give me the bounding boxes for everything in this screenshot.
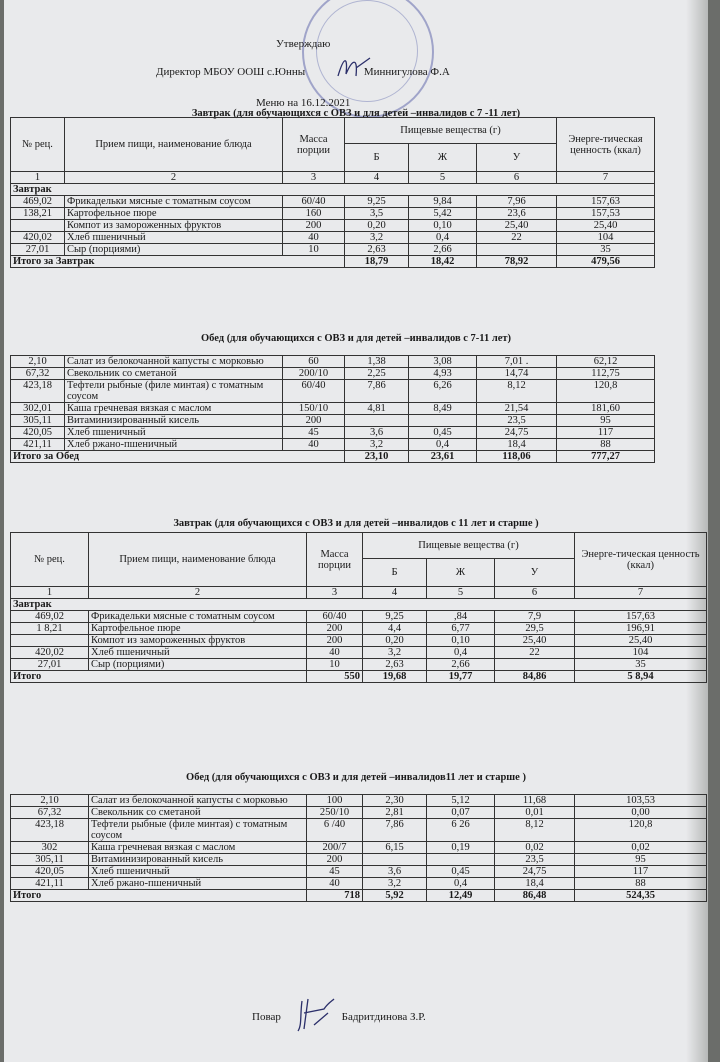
carbs (477, 244, 557, 256)
table-row (11, 208, 655, 220)
portion-mass: 40 (283, 439, 345, 451)
carbs: 7,96 (477, 196, 557, 208)
carbs: 14,74 (477, 368, 557, 380)
portion-mass: 60 (283, 356, 345, 368)
carbs: 21,54 (477, 403, 557, 415)
table-row (11, 854, 707, 866)
dish-name: Хлеб пшеничный (65, 232, 283, 244)
recipe-number: 421,11 (11, 878, 89, 890)
table-row (11, 415, 655, 427)
recipe-number (11, 220, 65, 232)
table-row (11, 659, 707, 671)
col-nutrients: Пищевые вещества (г) (345, 118, 557, 144)
fat: 0,19 (427, 842, 495, 854)
col-energy: Энерге-тическая ценность (ккал) (557, 118, 655, 172)
table-row (11, 368, 655, 380)
section-row (11, 599, 707, 611)
table-row (11, 380, 655, 403)
director-title: Директор МБОУ ООШ с.Юнны (156, 66, 306, 78)
column-index: 1 (11, 587, 89, 599)
cook-signature (294, 995, 338, 1035)
table-breakfast-7-11 (10, 117, 655, 268)
column-index: 6 (495, 587, 575, 599)
portion-mass: 200 (307, 854, 363, 866)
recipe-number: 2,10 (11, 356, 65, 368)
dish-name: Хлеб пшеничный (65, 427, 283, 439)
recipe-number: 469,02 (11, 196, 65, 208)
protein: 0,20 (363, 635, 427, 647)
portion-mass: 45 (283, 427, 345, 439)
table-row (11, 647, 707, 659)
total-carbs: 86,48 (495, 890, 575, 902)
carbs: 29,5 (495, 623, 575, 635)
energy: 62,12 (557, 356, 655, 368)
protein: 2,63 (363, 659, 427, 671)
protein: 3,2 (345, 232, 409, 244)
recipe-number: 423,18 (11, 380, 65, 403)
dish-name: Фрикадельки мясные с томатным соусом (89, 611, 307, 623)
total-energy: 777,27 (557, 451, 655, 463)
portion-mass: 250/10 (307, 807, 363, 819)
fat: 0,4 (409, 232, 477, 244)
dish-name: Компот из замороженных фруктов (65, 220, 283, 232)
carbs: 18,4 (477, 439, 557, 451)
protein: 2,25 (345, 368, 409, 380)
total-row (11, 890, 707, 902)
recipe-number: 305,11 (11, 415, 65, 427)
total-label: Итого (11, 890, 307, 902)
energy: 0,02 (575, 842, 707, 854)
portion-mass: 200 (307, 635, 363, 647)
column-index-row (11, 587, 707, 599)
header-row (11, 533, 707, 559)
carbs: 23,5 (495, 854, 575, 866)
carbs: 11,68 (495, 795, 575, 807)
fat: 3,08 (409, 356, 477, 368)
dish-name: Хлеб ржано-пшеничный (65, 439, 283, 451)
column-index: 7 (575, 587, 707, 599)
carbs: 0,01 (495, 807, 575, 819)
dish-name: Компот из замороженных фруктов (89, 635, 307, 647)
protein: 3,2 (345, 439, 409, 451)
cook-name: Бадритдинова З.Р. (341, 1011, 426, 1023)
col-carbs: У (477, 144, 557, 172)
energy: 120,8 (557, 380, 655, 403)
recipe-number (11, 635, 89, 647)
portion-mass: 200/7 (307, 842, 363, 854)
fat: 0,4 (427, 878, 495, 890)
total-label: Итого за Обед (11, 451, 345, 463)
protein: 2,63 (345, 244, 409, 256)
recipe-number: 1 8,21 (11, 623, 89, 635)
school-seal-inner (316, 0, 418, 102)
fat: 0,10 (409, 220, 477, 232)
energy: 35 (557, 244, 655, 256)
recipe-number: 420,02 (11, 232, 65, 244)
portion-mass: 10 (307, 659, 363, 671)
protein: 3,5 (345, 208, 409, 220)
portion-mass: 60/40 (283, 380, 345, 403)
portion-mass: 150/10 (283, 403, 345, 415)
table-row (11, 232, 655, 244)
table-row (11, 623, 707, 635)
col-portion-mass: Масса порции (307, 533, 363, 587)
table-row (11, 795, 707, 807)
column-index: 2 (65, 172, 283, 184)
portion-mass: 160 (283, 208, 345, 220)
carbs: 7,01 . (477, 356, 557, 368)
energy: 196,91 (575, 623, 707, 635)
table-row (11, 819, 707, 842)
recipe-number: 420,05 (11, 866, 89, 878)
recipe-number: 302,01 (11, 403, 65, 415)
energy: 88 (575, 878, 707, 890)
portion-mass: 40 (307, 878, 363, 890)
col-dish-name: Прием пищи, наименование блюда (89, 533, 307, 587)
total-energy: 5 8,94 (575, 671, 707, 683)
carbs: 22 (495, 647, 575, 659)
fat: 2,66 (427, 659, 495, 671)
protein (363, 854, 427, 866)
recipe-number: 27,01 (11, 659, 89, 671)
protein: 7,86 (363, 819, 427, 842)
fat: 8,49 (409, 403, 477, 415)
table-row (11, 635, 707, 647)
fat: 2,66 (409, 244, 477, 256)
column-index: 4 (363, 587, 427, 599)
fat (409, 415, 477, 427)
dish-name: Сыр (порциями) (89, 659, 307, 671)
table-row (11, 196, 655, 208)
recipe-number: 302 (11, 842, 89, 854)
dish-name: Салат из белокочанной капусты с морковью (89, 795, 307, 807)
dish-name: Каша гречневая вязкая с маслом (65, 403, 283, 415)
column-index: 3 (307, 587, 363, 599)
col-dish-name: Прием пищи, наименование блюда (65, 118, 283, 172)
recipe-number: 423,18 (11, 819, 89, 842)
recipe-number: 420,02 (11, 647, 89, 659)
dish-name: Тефтели рыбные (филе минтая) с томатным соусом (89, 819, 307, 842)
fat: 6,77 (427, 623, 495, 635)
table4-title: Обед (для обучающихся с ОВЗ и для детей –инвалидов11 лет и старше ) (186, 772, 526, 783)
protein: 3,2 (363, 647, 427, 659)
protein (345, 415, 409, 427)
fat: 0,4 (427, 647, 495, 659)
total-row (11, 671, 707, 683)
total-carbs: 78,92 (477, 256, 557, 268)
carbs: 25,40 (495, 635, 575, 647)
dish-name: Свекольник со сметаной (65, 368, 283, 380)
energy: 95 (557, 415, 655, 427)
fat: 0,10 (427, 635, 495, 647)
portion-mass: 10 (283, 244, 345, 256)
col-protein: Б (345, 144, 409, 172)
total-row (11, 256, 655, 268)
total-label: Итого за Завтрак (11, 256, 345, 268)
dish-name: Витаминизированный кисель (65, 415, 283, 427)
table-lunch-11-plus (10, 794, 707, 902)
portion-mass: 100 (307, 795, 363, 807)
carbs: 23,6 (477, 208, 557, 220)
table-row (11, 611, 707, 623)
col-energy: Энерге-тическая ценность (ккал) (575, 533, 707, 587)
total-fat: 19,77 (427, 671, 495, 683)
table-lunch-7-11 (10, 355, 655, 463)
dish-name: Картофельное пюре (65, 208, 283, 220)
column-index: 7 (557, 172, 655, 184)
dish-name: Свекольник со сметаной (89, 807, 307, 819)
total-protein: 23,10 (345, 451, 409, 463)
table-row (11, 878, 707, 890)
energy: 117 (575, 866, 707, 878)
carbs (495, 659, 575, 671)
recipe-number: 67,32 (11, 807, 89, 819)
total-fat: 23,61 (409, 451, 477, 463)
table-row (11, 866, 707, 878)
table-row (11, 842, 707, 854)
carbs: 8,12 (495, 819, 575, 842)
total-label: Итого (11, 671, 307, 683)
dish-name: Каша гречневая вязкая с маслом (89, 842, 307, 854)
carbs: 23,5 (477, 415, 557, 427)
column-index: 3 (283, 172, 345, 184)
portion-mass: 200 (307, 623, 363, 635)
approve-label: Утверждаю (276, 38, 331, 50)
column-index: 1 (11, 172, 65, 184)
column-index: 2 (89, 587, 307, 599)
protein: 3,2 (363, 878, 427, 890)
recipe-number: 305,11 (11, 854, 89, 866)
total-protein: 18,79 (345, 256, 409, 268)
total-fat: 18,42 (409, 256, 477, 268)
recipe-number: 421,11 (11, 439, 65, 451)
fat: 5,12 (427, 795, 495, 807)
table-breakfast-11-plus (10, 532, 707, 683)
column-index: 5 (409, 172, 477, 184)
energy: 88 (557, 439, 655, 451)
carbs: 25,40 (477, 220, 557, 232)
protein: 2,81 (363, 807, 427, 819)
menu-date: Меню на 16.12.2021 (256, 97, 351, 109)
energy: 117 (557, 427, 655, 439)
fat: ,84 (427, 611, 495, 623)
energy: 157,63 (557, 196, 655, 208)
total-energy: 479,56 (557, 256, 655, 268)
portion-mass: 200 (283, 220, 345, 232)
carbs: 7,9 (495, 611, 575, 623)
energy: 103,53 (575, 795, 707, 807)
total-energy: 524,35 (575, 890, 707, 902)
protein: 3,6 (345, 427, 409, 439)
protein: 2,30 (363, 795, 427, 807)
energy: 181,60 (557, 403, 655, 415)
section-label: Завтрак (11, 599, 707, 611)
protein: 6,15 (363, 842, 427, 854)
fat: 6,26 (409, 380, 477, 403)
fat (427, 854, 495, 866)
col-fat: Ж (427, 559, 495, 587)
column-index: 4 (345, 172, 409, 184)
fat: 4,93 (409, 368, 477, 380)
dish-name: Хлеб ржано-пшеничный (89, 878, 307, 890)
recipe-number: 138,21 (11, 208, 65, 220)
fat: 0,4 (409, 439, 477, 451)
carbs: 24,75 (495, 866, 575, 878)
col-recipe-number: № рец. (11, 118, 65, 172)
total-fat: 12,49 (427, 890, 495, 902)
col-carbs: У (495, 559, 575, 587)
energy: 157,53 (557, 208, 655, 220)
dish-name: Тефтели рыбные (филе минтая) с томатным соусом (65, 380, 283, 403)
col-portion-mass: Масса порции (283, 118, 345, 172)
section-row (11, 184, 655, 196)
table3-title: Завтрак (для обучающихся с ОВЗ и для детей –инвалидов с 11 лет и старше ) (173, 518, 539, 529)
header-row (11, 118, 655, 144)
portion-mass: 200/10 (283, 368, 345, 380)
portion-mass: 6 /40 (307, 819, 363, 842)
col-fat: Ж (409, 144, 477, 172)
total-mass: 718 (307, 890, 363, 902)
energy: 0,00 (575, 807, 707, 819)
recipe-number: 420,05 (11, 427, 65, 439)
total-protein: 19,68 (363, 671, 427, 683)
column-index: 6 (477, 172, 557, 184)
fat: 0,45 (409, 427, 477, 439)
table-row (11, 220, 655, 232)
total-protein: 5,92 (363, 890, 427, 902)
recipe-number: 67,32 (11, 368, 65, 380)
section-label: Завтрак (11, 184, 655, 196)
table2-title: Обед (для обучающихся с ОВЗ и для детей –инвалидов с 7-11 лет) (200, 333, 512, 344)
recipe-number: 469,02 (11, 611, 89, 623)
director-line (156, 66, 450, 78)
energy: 157,63 (575, 611, 707, 623)
director-name: Миннигулова Ф.А (363, 66, 450, 78)
recipe-number: 2,10 (11, 795, 89, 807)
protein: 7,86 (345, 380, 409, 403)
carbs: 0,02 (495, 842, 575, 854)
cook-line (252, 1011, 426, 1023)
col-recipe-number: № рец. (11, 533, 89, 587)
recipe-number: 27,01 (11, 244, 65, 256)
dish-name: Хлеб пшеничный (89, 647, 307, 659)
total-carbs: 84,86 (495, 671, 575, 683)
protein: 9,25 (363, 611, 427, 623)
fat: 0,07 (427, 807, 495, 819)
total-row (11, 451, 655, 463)
protein: 1,38 (345, 356, 409, 368)
energy: 120,8 (575, 819, 707, 842)
column-index-row (11, 172, 655, 184)
table-row (11, 439, 655, 451)
table-row (11, 356, 655, 368)
energy: 112,75 (557, 368, 655, 380)
table-row (11, 244, 655, 256)
energy: 25,40 (575, 635, 707, 647)
protein: 4,4 (363, 623, 427, 635)
page-shadow (686, 0, 708, 1062)
total-mass: 550 (307, 671, 363, 683)
portion-mass: 200 (283, 415, 345, 427)
menu-document (4, 0, 708, 1062)
protein: 0,20 (345, 220, 409, 232)
dish-name: Салат из белокочанной капусты с морковью (65, 356, 283, 368)
energy: 25,40 (557, 220, 655, 232)
portion-mass: 60/40 (283, 196, 345, 208)
col-protein: Б (363, 559, 427, 587)
total-carbs: 118,06 (477, 451, 557, 463)
table-row (11, 403, 655, 415)
table-row (11, 807, 707, 819)
fat: 5,42 (409, 208, 477, 220)
dish-name: Картофельное пюре (89, 623, 307, 635)
portion-mass: 60/40 (307, 611, 363, 623)
dish-name: Фрикадельки мясные с томатным соусом (65, 196, 283, 208)
director-signature (334, 54, 374, 80)
carbs: 24,75 (477, 427, 557, 439)
fat: 9,84 (409, 196, 477, 208)
portion-mass: 40 (283, 232, 345, 244)
dish-name: Сыр (порциями) (65, 244, 283, 256)
table-row (11, 427, 655, 439)
carbs: 22 (477, 232, 557, 244)
carbs: 18,4 (495, 878, 575, 890)
dish-name: Витаминизированный кисель (89, 854, 307, 866)
portion-mass: 45 (307, 866, 363, 878)
energy: 35 (575, 659, 707, 671)
protein: 9,25 (345, 196, 409, 208)
protein: 3,6 (363, 866, 427, 878)
energy: 104 (557, 232, 655, 244)
protein: 4,81 (345, 403, 409, 415)
column-index: 5 (427, 587, 495, 599)
energy: 95 (575, 854, 707, 866)
carbs: 8,12 (477, 380, 557, 403)
cook-label: Повар (252, 1011, 281, 1023)
col-nutrients: Пищевые вещества (г) (363, 533, 575, 559)
fat: 6 26 (427, 819, 495, 842)
fat: 0,45 (427, 866, 495, 878)
dish-name: Хлеб пшеничный (89, 866, 307, 878)
table1-title: Завтрак (для обучающихся с ОВЗ и для детей –инвалидов с 7 -11 лет) (191, 108, 521, 119)
energy: 104 (575, 647, 707, 659)
portion-mass: 40 (307, 647, 363, 659)
